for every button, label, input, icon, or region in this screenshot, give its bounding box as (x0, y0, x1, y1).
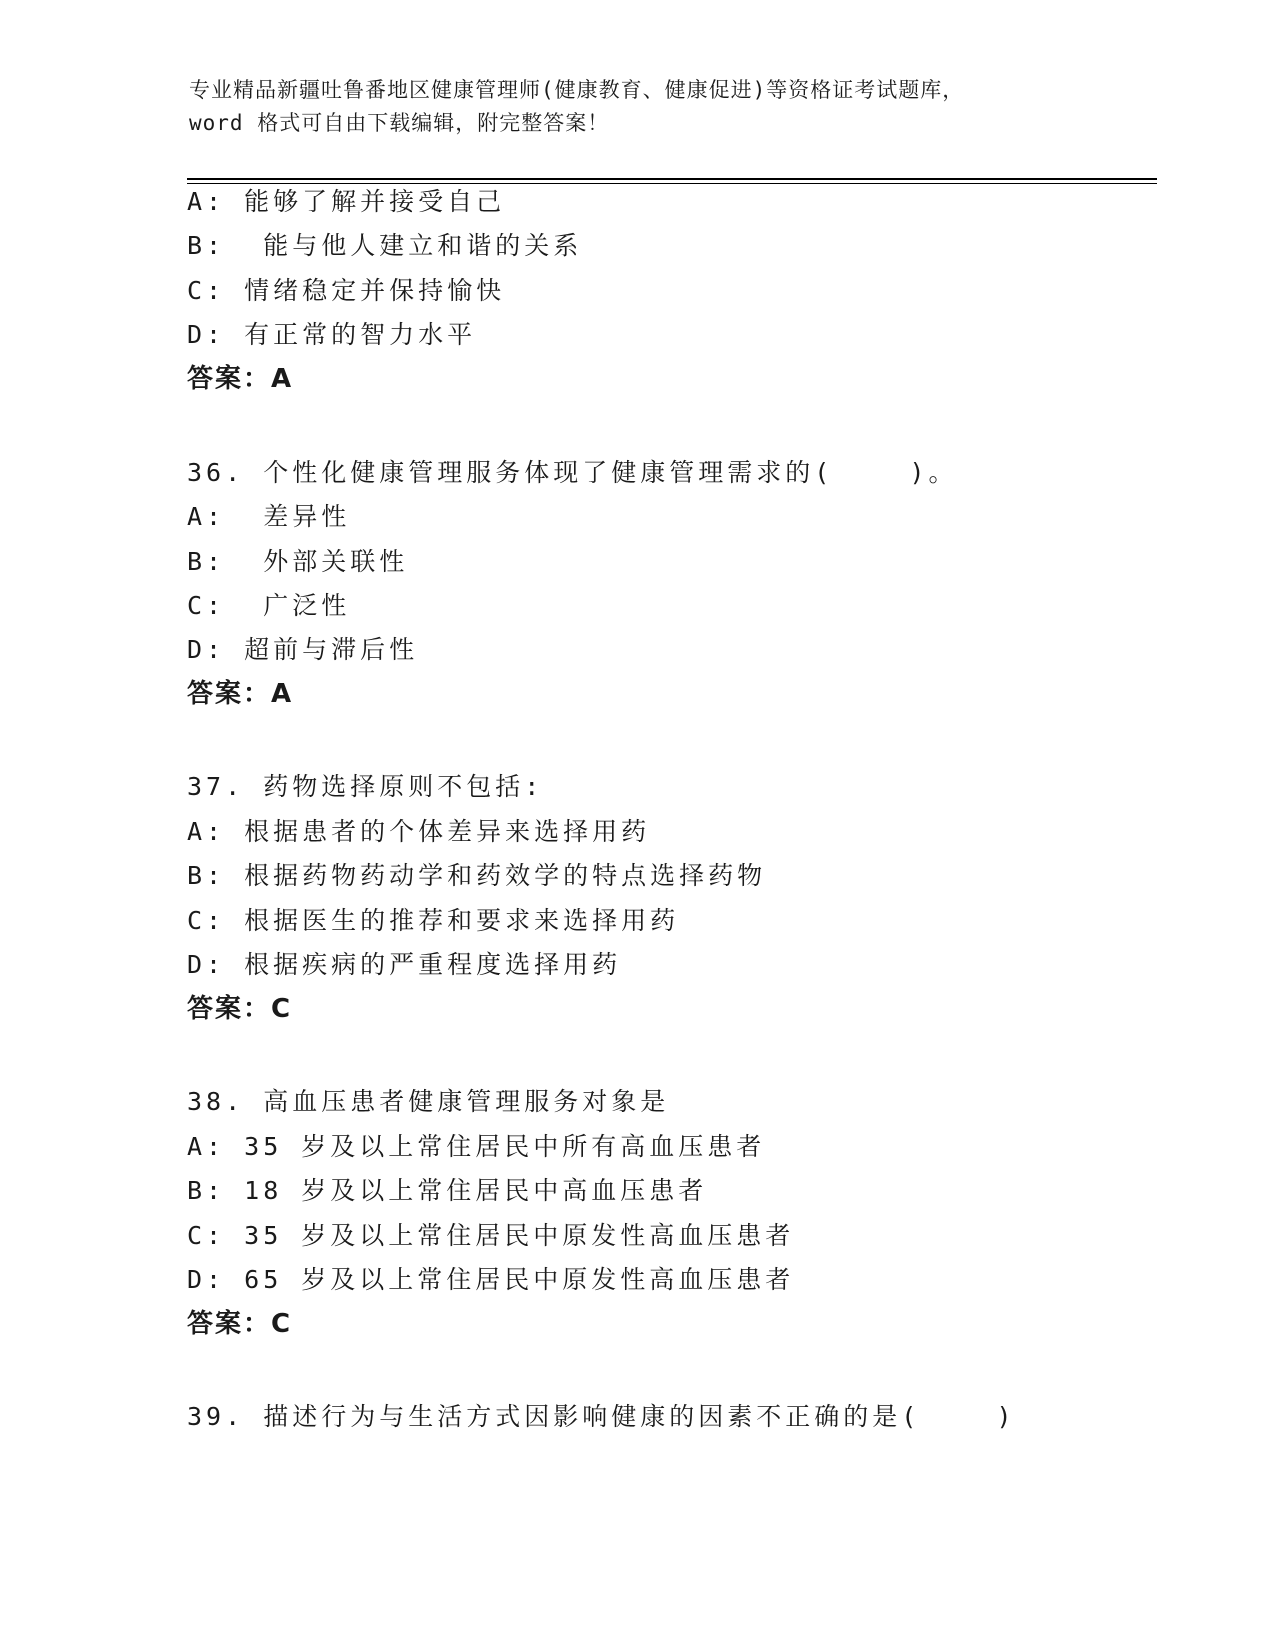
q38-option-b: B: 18 岁及以上常住居民中高血压患者 (187, 1176, 708, 1205)
q36-option-b: B: 外部关联性 (187, 547, 409, 576)
q36-option-d: D: 超前与滞后性 (187, 635, 419, 664)
q39-stem: 39. 描述行为与生活方式因影响健康的因素不正确的是( ) (187, 1402, 1016, 1431)
q36-option-a: A: 差异性 (187, 502, 351, 531)
q36-option-c: C: 广泛性 (187, 591, 351, 620)
header-line-2: word 格式可自由下载编辑，附完整答案！ (189, 111, 610, 135)
header-divider-thick (187, 178, 1157, 180)
q37-answer: 答案：C (187, 994, 293, 1024)
header-divider-thin (187, 183, 1157, 184)
q35-answer: 答案：A (187, 364, 294, 394)
q37-option-a: A: 根据患者的个体差异来选择用药 (187, 817, 651, 846)
header-line-1: 专业精品新疆吐鲁番地区健康管理师(健康教育、健康促进)等资格证考试题库， (189, 78, 965, 102)
q35-option-c: C: 情绪稳定并保持愉快 (187, 276, 506, 305)
q35-option-a: A: 能够了解并接受自己 (187, 187, 506, 216)
q36-stem: 36. 个性化健康管理服务体现了健康管理需求的( )。 (187, 458, 958, 487)
q37-option-c: C: 根据医生的推荐和要求来选择用药 (187, 906, 680, 935)
q38-option-c: C: 35 岁及以上常住居民中原发性高血压患者 (187, 1221, 795, 1250)
q35-option-b: B: 能与他人建立和谐的关系 (187, 231, 583, 260)
q36-answer: 答案：A (187, 679, 294, 709)
q35-option-d: D: 有正常的智力水平 (187, 320, 477, 349)
q38-option-d: D: 65 岁及以上常住居民中原发性高血压患者 (187, 1265, 795, 1294)
document-header (189, 74, 1089, 140)
q38-stem: 38. 高血压患者健康管理服务对象是 (187, 1087, 670, 1116)
q38-option-a: A: 35 岁及以上常住居民中所有高血压患者 (187, 1132, 766, 1161)
q37-option-d: D: 根据疾病的严重程度选择用药 (187, 950, 622, 979)
q37-stem: 37. 药物选择原则不包括: (187, 772, 544, 801)
q38-answer: 答案：C (187, 1309, 293, 1339)
q37-option-b: B: 根据药物药动学和药效学的特点选择药物 (187, 861, 767, 890)
